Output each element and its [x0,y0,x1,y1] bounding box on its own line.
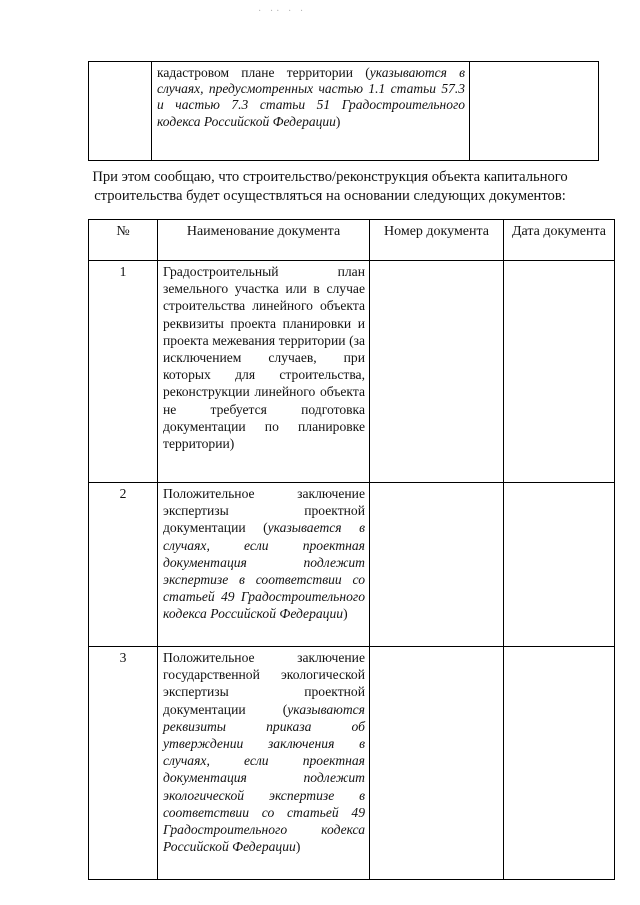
doc-name-plain: Положительное заключение экспертизы проектной документации ( [163,486,365,536]
header-num: № [89,220,158,261]
note-plain-text: кадастровом плане территории ( [157,65,370,80]
row-num: 2 [89,483,158,647]
table-cell-empty [470,62,599,161]
row-num: 3 [89,647,158,880]
doc-name-italic: указывается в случаях, если проектная документация подлежит экспертизе в соответствии со статьей 49 Градостроительного кодекса Российской Федерации [163,520,365,622]
table-row [89,483,615,647]
row-doc-number[interactable] [370,261,504,483]
table-cell-empty [89,62,152,161]
notice-paragraph: При этом сообщаю, что строительство/реконструкция объекта капитального строительства будет осуществляться на основании следующих документов: [92,169,568,204]
doc-name-close-paren: ) [295,839,301,855]
doc-name-plain: Положительное заключение государственной экологической экспертизы проектной документации ( [163,650,365,717]
row-doc-date[interactable] [504,647,615,880]
row-num: 1 [89,261,158,483]
row-doc-date[interactable] [504,261,615,483]
table-row [89,62,599,161]
documents-table [88,219,615,880]
row-doc-name [158,483,370,647]
header-doc-name: Наименование документа [158,220,370,261]
row-doc-number[interactable] [370,483,504,647]
doc-name-close-paren: ) [343,606,348,622]
note-italic-text: указываются в случаях, предусмотренных частью 1.1 статьи 57.3 и частью 7.3 статьи 51 Градостроительного кодекса Российской Федерации [157,65,465,129]
cadastral-plan-note [152,62,470,161]
header-doc-number: Номер документа [370,220,504,261]
table-row [89,647,615,880]
scan-artifact: · ·· · · [258,6,307,17]
row-doc-number[interactable] [370,647,504,880]
doc-name-plain: Градостроительный план земельного участка или в случае строительства линейного объекта реквизиты проекта планировки и проекта межевания территории (за исключением случаев, при которых для строительства, реконструкции линейного объекта не требуется подготовка документации по планировке территории) [163,264,365,452]
table-row [89,261,615,483]
doc-name-italic: указываются реквизиты приказа об утверждении заключения в случаях, если проектная документация подлежит экологической экспертизе в соответствии со статьей 49 Градостроительного кодекса Российской Федерации [163,701,365,855]
continuation-table [88,61,599,161]
row-doc-name [158,647,370,880]
header-doc-date: Дата документа [504,220,615,261]
row-doc-name [158,261,370,483]
table-header-row [89,220,615,261]
note-close-paren: ) [335,113,341,129]
row-doc-date[interactable] [504,483,615,647]
